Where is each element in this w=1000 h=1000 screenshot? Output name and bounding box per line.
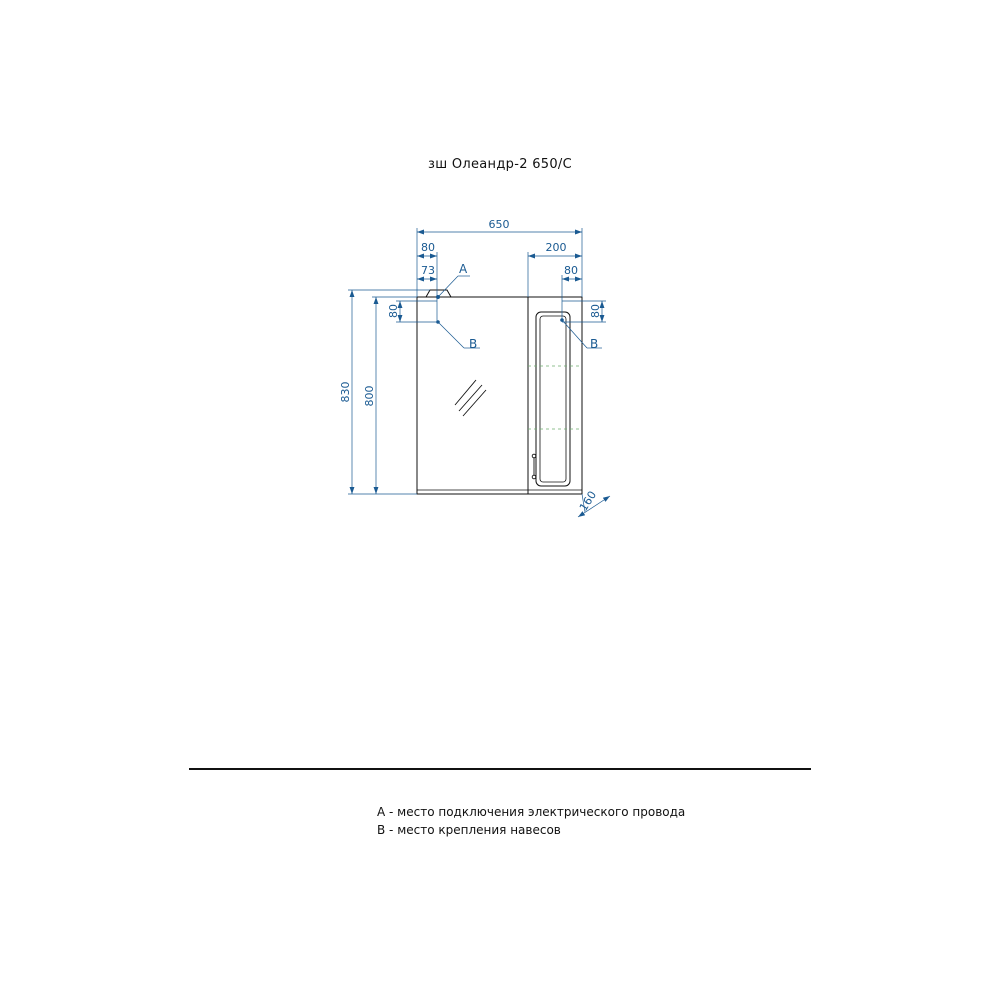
cabinet-door xyxy=(536,312,570,486)
legend-divider xyxy=(189,768,811,770)
callout-b-right: B xyxy=(590,337,599,351)
dim-80-right: 80 xyxy=(564,264,578,277)
dim-mount-left: 80 xyxy=(387,304,400,318)
callout-b-left: B xyxy=(469,337,478,351)
legend-item-b: В - место крепления навесов xyxy=(377,823,561,837)
mirror-reflection-icon xyxy=(455,380,486,416)
connection-point-a xyxy=(436,295,440,299)
drawing-title: зш Олеандр-2 650/С xyxy=(428,157,572,172)
dim-650: 650 xyxy=(488,218,510,231)
dim-73: 73 xyxy=(421,264,435,277)
dim-160: 160 xyxy=(576,488,600,514)
dim-830: 830 xyxy=(339,381,352,403)
door-handle-icon xyxy=(532,454,536,479)
legend xyxy=(377,803,685,839)
mount-point-b-left xyxy=(436,320,440,324)
cabinet-outline xyxy=(417,290,582,494)
cabinet-body xyxy=(417,297,582,494)
callout-a: A xyxy=(459,262,468,276)
dim-mount-right: 80 xyxy=(589,304,602,318)
dim-80-left: 80 xyxy=(421,241,435,254)
dim-200: 200 xyxy=(545,241,567,254)
dim-800: 800 xyxy=(363,385,376,407)
mount-point-b-right xyxy=(560,318,564,322)
legend-item-a: А - место подключения электрического провода xyxy=(377,805,686,819)
